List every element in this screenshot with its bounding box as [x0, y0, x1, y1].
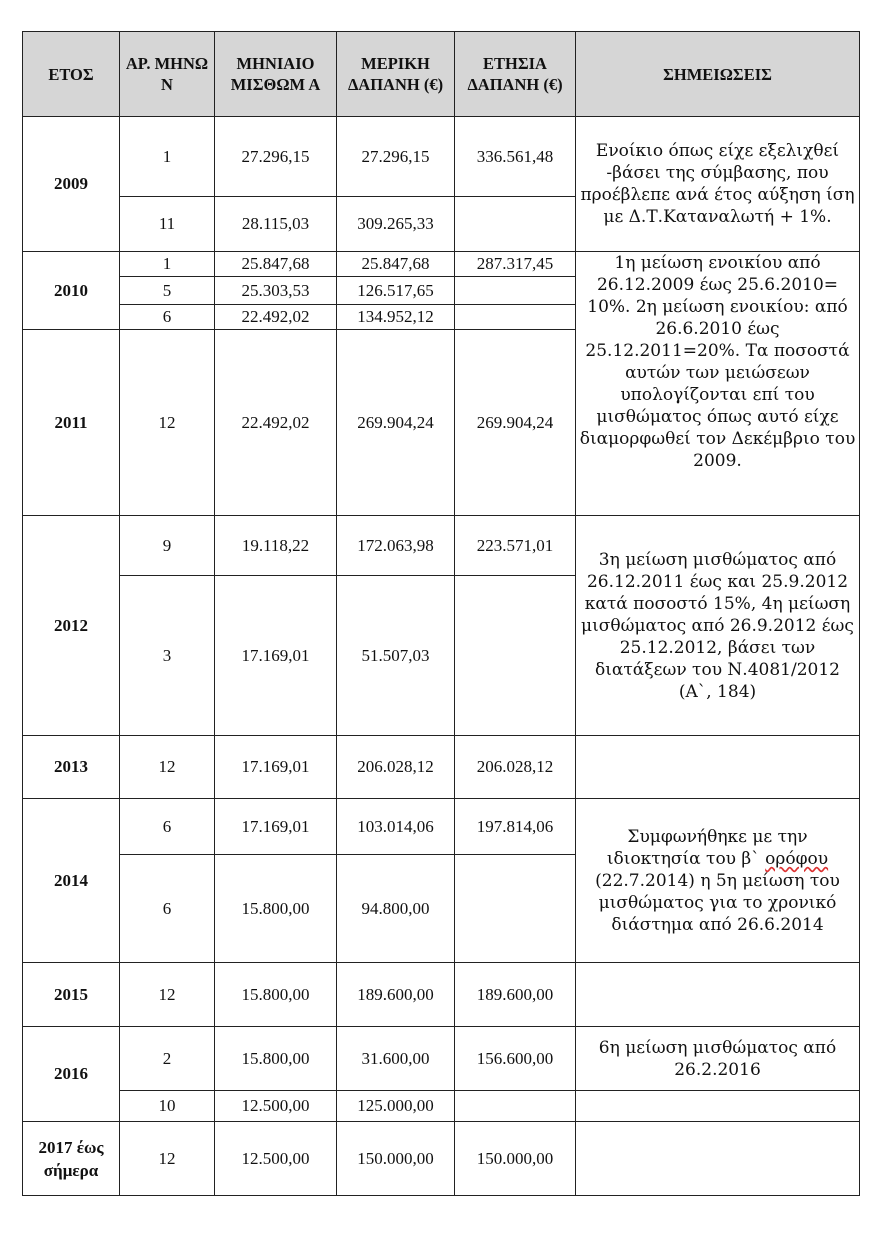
months-cell: 6 — [120, 305, 215, 330]
header-partial-cost: ΜΕΡΙΚΗ ΔΑΠΑΝΗ (€) — [337, 32, 455, 117]
note-cell — [576, 1091, 860, 1122]
note-cell — [576, 1122, 860, 1196]
table-row — [23, 516, 860, 576]
months-cell: 2 — [120, 1027, 215, 1091]
note-misspelled-word: ορόφου — [765, 848, 829, 869]
annual-cell: 150.000,00 — [455, 1122, 576, 1196]
partial-cell: 206.028,12 — [337, 736, 455, 799]
months-cell: 12 — [120, 963, 215, 1027]
partial-cell: 94.800,00 — [337, 855, 455, 963]
partial-cell: 126.517,65 — [337, 277, 455, 305]
months-cell: 12 — [120, 1122, 215, 1196]
rent-cell: 17.169,01 — [215, 736, 337, 799]
table-row — [23, 736, 860, 799]
rent-cell: 12.500,00 — [215, 1122, 337, 1196]
months-cell: 12 — [120, 736, 215, 799]
year-cell: 2016 — [23, 1027, 120, 1122]
year-cell: 2012 — [23, 516, 120, 736]
table-row — [23, 1122, 860, 1196]
header-annual-cost: ΕΤΗΣΙΑ ΔΑΠΑΝΗ (€) — [455, 32, 576, 117]
annual-cell — [455, 277, 576, 305]
annual-cell — [455, 1091, 576, 1122]
rent-cell: 15.800,00 — [215, 855, 337, 963]
rent-cell: 25.303,53 — [215, 277, 337, 305]
note-cell: 3η μείωση μισθώματος από 26.12.2011 έως και 25.9.2012 κατά ποσοστό 15%, 4η μείωση μισθώματος από 26.9.2012 έως 25.12.2012, βάσει των διατάξεων του Ν.4081/2012 (Α`, 184) — [576, 516, 860, 736]
rent-table — [22, 31, 860, 1196]
annual-cell: 156.600,00 — [455, 1027, 576, 1091]
annual-cell: 269.904,24 — [455, 330, 576, 516]
table-row — [23, 117, 860, 197]
partial-cell: 134.952,12 — [337, 305, 455, 330]
partial-cell: 103.014,06 — [337, 799, 455, 855]
header-row — [23, 32, 860, 117]
months-cell: 6 — [120, 855, 215, 963]
note-cell: 6η μείωση μισθώματος από 26.2.2016 — [576, 1027, 860, 1091]
annual-cell: 223.571,01 — [455, 516, 576, 576]
note-cell — [576, 736, 860, 799]
note-cell — [576, 799, 860, 963]
year-cell: 2010 — [23, 252, 120, 330]
months-cell: 5 — [120, 277, 215, 305]
partial-cell: 27.296,15 — [337, 117, 455, 197]
table-row — [23, 252, 860, 277]
rent-cell: 27.296,15 — [215, 117, 337, 197]
partial-cell: 25.847,68 — [337, 252, 455, 277]
months-cell: 6 — [120, 799, 215, 855]
note-text: (22.7.2014) η 5η μείωση του μισθώματος για το χρονικό διάστημα από 26.6.2014 — [595, 870, 840, 935]
partial-cell: 189.600,00 — [337, 963, 455, 1027]
rent-cell: 12.500,00 — [215, 1091, 337, 1122]
partial-cell: 309.265,33 — [337, 197, 455, 252]
year-cell: 2017 έως σήμερα — [23, 1122, 120, 1196]
rent-cell: 25.847,68 — [215, 252, 337, 277]
rent-cell: 22.492,02 — [215, 305, 337, 330]
annual-cell: 197.814,06 — [455, 799, 576, 855]
header-notes: ΣΗΜΕΙΩΣΕΙΣ — [576, 32, 860, 117]
table-row — [23, 799, 860, 855]
partial-cell: 150.000,00 — [337, 1122, 455, 1196]
months-cell: 11 — [120, 197, 215, 252]
annual-cell — [455, 305, 576, 330]
annual-cell: 336.561,48 — [455, 117, 576, 197]
note-cell: 1η μείωση ενοικίου από 26.12.2009 έως 25.6.2010= 10%. 2η μείωση ενοικίου: από 26.6.2010 έως 25.12.2011=20%. Τα ποσοστά αυτών των μειώσεων υπολογίζονται επί του μισθώματος όπως αυτό είχε διαμορφωθεί τον Δεκέμβριο του 2009. — [576, 252, 860, 516]
months-cell: 9 — [120, 516, 215, 576]
rent-cell: 28.115,03 — [215, 197, 337, 252]
partial-cell: 269.904,24 — [337, 330, 455, 516]
note-text: Συμφωνήθηκε με την ιδιοκτησία του β` — [606, 826, 808, 869]
months-cell: 10 — [120, 1091, 215, 1122]
months-cell: 12 — [120, 330, 215, 516]
months-cell: 1 — [120, 117, 215, 197]
partial-cell: 125.000,00 — [337, 1091, 455, 1122]
note-cell: Ενοίκιο όπως είχε εξελιχθεί -βάσει της σύμβασης, που προέβλεπε ανά έτος αύξηση ίση με Δ.Τ.Καταναλωτή + 1%. — [576, 117, 860, 252]
year-cell: 2015 — [23, 963, 120, 1027]
annual-cell — [455, 197, 576, 252]
note-cell — [576, 963, 860, 1027]
months-cell: 1 — [120, 252, 215, 277]
annual-cell: 189.600,00 — [455, 963, 576, 1027]
table-row — [23, 1027, 860, 1091]
table-row — [23, 1091, 860, 1122]
annual-cell — [455, 576, 576, 736]
annual-cell: 287.317,45 — [455, 252, 576, 277]
annual-cell — [455, 855, 576, 963]
table-row — [23, 963, 860, 1027]
year-cell: 2009 — [23, 117, 120, 252]
year-cell: 2014 — [23, 799, 120, 963]
rent-cell: 22.492,02 — [215, 330, 337, 516]
rent-cell: 15.800,00 — [215, 1027, 337, 1091]
partial-cell: 172.063,98 — [337, 516, 455, 576]
rent-cell: 17.169,01 — [215, 799, 337, 855]
rent-cell: 19.118,22 — [215, 516, 337, 576]
header-months: ΑΡ. ΜΗΝΩ Ν — [120, 32, 215, 117]
year-cell: 2011 — [23, 330, 120, 516]
year-cell: 2013 — [23, 736, 120, 799]
months-cell: 3 — [120, 576, 215, 736]
header-year: ΕΤΟΣ — [23, 32, 120, 117]
rent-cell: 15.800,00 — [215, 963, 337, 1027]
partial-cell: 31.600,00 — [337, 1027, 455, 1091]
rent-cell: 17.169,01 — [215, 576, 337, 736]
header-monthly-rent: ΜΗΝΙΑΙΟ ΜΙΣΘΩΜ Α — [215, 32, 337, 117]
partial-cell: 51.507,03 — [337, 576, 455, 736]
annual-cell: 206.028,12 — [455, 736, 576, 799]
